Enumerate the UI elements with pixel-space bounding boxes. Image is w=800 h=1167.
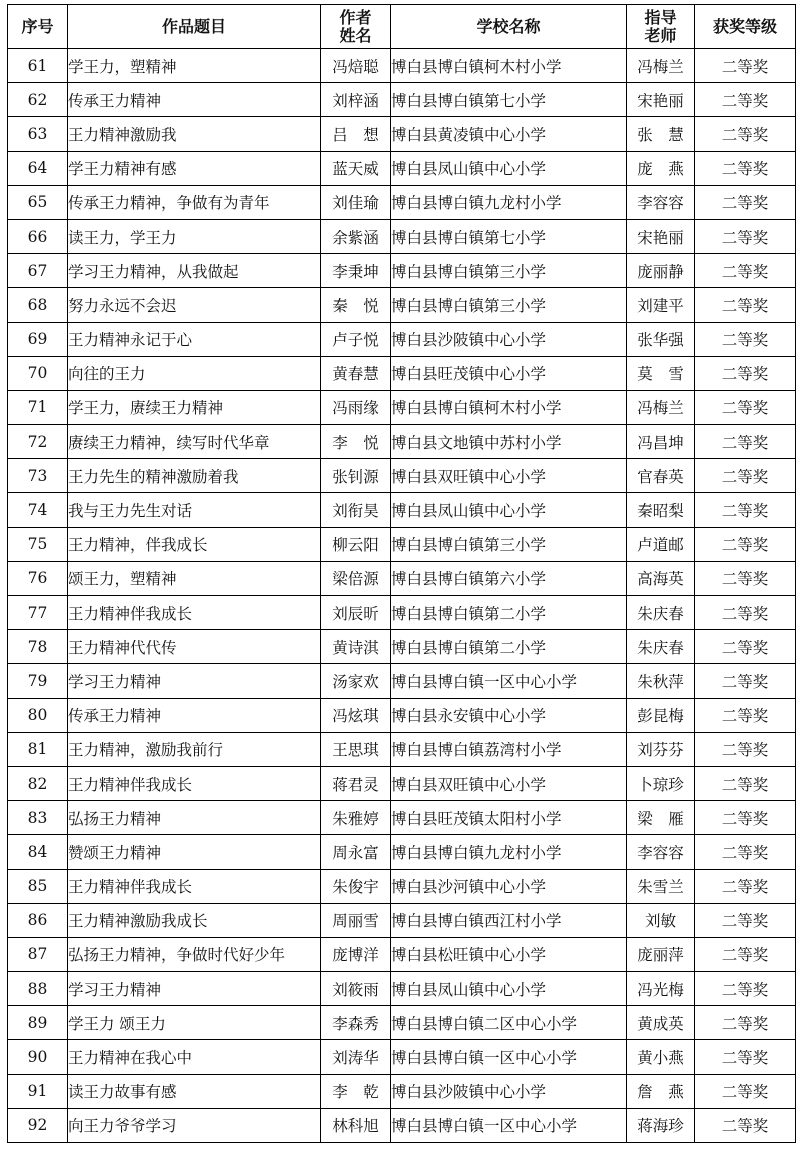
cell-school: 博白县双旺镇中心小学 — [391, 766, 627, 800]
cell-award: 二等奖 — [695, 835, 796, 869]
cell-teacher: 刘敏 — [627, 903, 695, 937]
cell-teacher: 庞 燕 — [627, 151, 695, 185]
cell-num: 64 — [8, 151, 68, 185]
cell-author: 张钊源 — [321, 459, 391, 493]
cell-school: 博白县博白镇第三小学 — [391, 288, 627, 322]
cell-title: 王力精神伴我成长 — [68, 596, 321, 630]
cell-num: 87 — [8, 937, 68, 971]
cell-school: 博白县旺茂镇太阳村小学 — [391, 801, 627, 835]
cell-num: 71 — [8, 390, 68, 424]
cell-school: 博白县博白镇一区中心小学 — [391, 1108, 627, 1142]
cell-school: 博白县凤山镇中心小学 — [391, 151, 627, 185]
cell-num: 89 — [8, 1006, 68, 1040]
cell-award: 二等奖 — [695, 801, 796, 835]
cell-school: 博白县博白镇一区中心小学 — [391, 664, 627, 698]
cell-num: 73 — [8, 459, 68, 493]
cell-school: 博白县双旺镇中心小学 — [391, 459, 627, 493]
cell-teacher: 冯梅兰 — [627, 390, 695, 424]
cell-title: 王力精神，激励我前行 — [68, 732, 321, 766]
cell-title: 王力精神伴我成长 — [68, 869, 321, 903]
cell-award: 二等奖 — [695, 288, 796, 322]
table-row — [8, 630, 796, 664]
cell-school: 博白县博白镇柯木村小学 — [391, 49, 627, 83]
header-num: 序号 — [8, 5, 68, 49]
cell-award: 二等奖 — [695, 972, 796, 1006]
cell-title: 向王力爷爷学习 — [68, 1108, 321, 1142]
cell-author: 蓝天威 — [321, 151, 391, 185]
cell-title: 向往的王力 — [68, 356, 321, 390]
table-row — [8, 835, 796, 869]
cell-num: 67 — [8, 254, 68, 288]
cell-title: 学习王力精神，从我做起 — [68, 254, 321, 288]
cell-school: 博白县凤山镇中心小学 — [391, 972, 627, 1006]
cell-num: 90 — [8, 1040, 68, 1074]
cell-school: 博白县博白镇一区中心小学 — [391, 1040, 627, 1074]
cell-title: 赞颂王力精神 — [68, 835, 321, 869]
cell-award: 二等奖 — [695, 117, 796, 151]
cell-num: 66 — [8, 219, 68, 253]
cell-author: 李秉坤 — [321, 254, 391, 288]
cell-num: 69 — [8, 322, 68, 356]
cell-award: 二等奖 — [695, 698, 796, 732]
cell-num: 61 — [8, 49, 68, 83]
cell-num: 83 — [8, 801, 68, 835]
cell-author: 刘辰昕 — [321, 596, 391, 630]
table-header-row — [8, 5, 796, 49]
cell-num: 72 — [8, 425, 68, 459]
cell-school: 博白县松旺镇中心小学 — [391, 937, 627, 971]
cell-teacher: 刘芬芬 — [627, 732, 695, 766]
cell-school: 博白县博白镇第二小学 — [391, 630, 627, 664]
cell-title: 弘扬王力精神，争做时代好少年 — [68, 937, 321, 971]
cell-num: 78 — [8, 630, 68, 664]
table-row — [8, 459, 796, 493]
cell-title: 传承王力精神，争做有为青年 — [68, 185, 321, 219]
cell-school: 博白县博白镇第六小学 — [391, 561, 627, 595]
table-row — [8, 801, 796, 835]
cell-award: 二等奖 — [695, 1074, 796, 1108]
table-row — [8, 732, 796, 766]
cell-title: 王力精神永记于心 — [68, 322, 321, 356]
cell-num: 63 — [8, 117, 68, 151]
cell-title: 学王力 颂王力 — [68, 1006, 321, 1040]
cell-title: 王力精神激励我成长 — [68, 903, 321, 937]
cell-award: 二等奖 — [695, 596, 796, 630]
cell-author: 周丽雪 — [321, 903, 391, 937]
cell-teacher: 李容容 — [627, 835, 695, 869]
cell-num: 77 — [8, 596, 68, 630]
cell-award: 二等奖 — [695, 459, 796, 493]
cell-title: 学王力精神有感 — [68, 151, 321, 185]
table-row — [8, 390, 796, 424]
cell-author: 刘佳瑜 — [321, 185, 391, 219]
cell-award: 二等奖 — [695, 903, 796, 937]
cell-author: 吕 想 — [321, 117, 391, 151]
table-row — [8, 1074, 796, 1108]
cell-school: 博白县博白镇第七小学 — [391, 83, 627, 117]
cell-award: 二等奖 — [695, 322, 796, 356]
cell-award: 二等奖 — [695, 49, 796, 83]
cell-award: 二等奖 — [695, 219, 796, 253]
cell-teacher: 卜琼珍 — [627, 766, 695, 800]
cell-award: 二等奖 — [695, 1040, 796, 1074]
cell-title: 王力先生的精神激励着我 — [68, 459, 321, 493]
table-row — [8, 972, 796, 1006]
cell-school: 博白县黄凌镇中心小学 — [391, 117, 627, 151]
table-row — [8, 322, 796, 356]
table-row — [8, 493, 796, 527]
cell-award: 二等奖 — [695, 1006, 796, 1040]
cell-title: 王力精神，伴我成长 — [68, 527, 321, 561]
cell-award: 二等奖 — [695, 664, 796, 698]
table-row — [8, 83, 796, 117]
cell-num: 81 — [8, 732, 68, 766]
header-school: 学校名称 — [391, 5, 627, 49]
cell-school: 博白县博白镇九龙村小学 — [391, 835, 627, 869]
cell-num: 84 — [8, 835, 68, 869]
cell-num: 88 — [8, 972, 68, 1006]
cell-teacher: 庞丽静 — [627, 254, 695, 288]
cell-teacher: 冯梅兰 — [627, 49, 695, 83]
header-teacher-line1: 指导 — [644, 7, 677, 27]
cell-title: 努力永远不会迟 — [68, 288, 321, 322]
cell-award: 二等奖 — [695, 254, 796, 288]
cell-author: 黄春慧 — [321, 356, 391, 390]
header-author-line1: 作者 — [339, 7, 372, 27]
cell-teacher: 朱庆春 — [627, 630, 695, 664]
cell-teacher: 秦昭梨 — [627, 493, 695, 527]
cell-author: 冯雨缘 — [321, 390, 391, 424]
cell-school: 博白县旺茂镇中心小学 — [391, 356, 627, 390]
cell-num: 74 — [8, 493, 68, 527]
cell-title: 学习王力精神 — [68, 972, 321, 1006]
cell-title: 王力精神代代传 — [68, 630, 321, 664]
cell-author: 柳云阳 — [321, 527, 391, 561]
cell-author: 李 乾 — [321, 1074, 391, 1108]
header-teacher-line2: 老师 — [644, 25, 677, 45]
cell-teacher: 彭昆梅 — [627, 698, 695, 732]
cell-num: 75 — [8, 527, 68, 561]
cell-award: 二等奖 — [695, 151, 796, 185]
cell-author: 冯炫琪 — [321, 698, 391, 732]
header-title: 作品题目 — [68, 5, 321, 49]
cell-author: 朱雅婷 — [321, 801, 391, 835]
cell-num: 86 — [8, 903, 68, 937]
cell-teacher: 朱庆春 — [627, 596, 695, 630]
cell-award: 二等奖 — [695, 937, 796, 971]
cell-teacher: 官春英 — [627, 459, 695, 493]
cell-award: 二等奖 — [695, 561, 796, 595]
cell-num: 70 — [8, 356, 68, 390]
cell-teacher: 庞丽萍 — [627, 937, 695, 971]
cell-award: 二等奖 — [695, 493, 796, 527]
table-row — [8, 1040, 796, 1074]
cell-author: 林科旭 — [321, 1108, 391, 1142]
table-row — [8, 596, 796, 630]
cell-teacher: 宋艳丽 — [627, 83, 695, 117]
cell-author: 刘衔昊 — [321, 493, 391, 527]
table-row — [8, 117, 796, 151]
cell-author: 刘筱雨 — [321, 972, 391, 1006]
cell-school: 博白县永安镇中心小学 — [391, 698, 627, 732]
cell-author: 余紫涵 — [321, 219, 391, 253]
cell-title: 学王力，赓续王力精神 — [68, 390, 321, 424]
cell-school: 博白县沙陂镇中心小学 — [391, 1074, 627, 1108]
cell-num: 92 — [8, 1108, 68, 1142]
table-row — [8, 766, 796, 800]
cell-author: 汤家欢 — [321, 664, 391, 698]
cell-author: 卢子悦 — [321, 322, 391, 356]
cell-author: 李 悦 — [321, 425, 391, 459]
cell-award: 二等奖 — [695, 83, 796, 117]
cell-author: 冯焙聪 — [321, 49, 391, 83]
table-row — [8, 288, 796, 322]
cell-school: 博白县博白镇二区中心小学 — [391, 1006, 627, 1040]
cell-teacher: 黄小燕 — [627, 1040, 695, 1074]
cell-title: 王力精神伴我成长 — [68, 766, 321, 800]
cell-award: 二等奖 — [695, 185, 796, 219]
cell-school: 博白县博白镇第七小学 — [391, 219, 627, 253]
cell-title: 我与王力先生对话 — [68, 493, 321, 527]
cell-num: 65 — [8, 185, 68, 219]
cell-award: 二等奖 — [695, 527, 796, 561]
header-author — [321, 5, 391, 49]
cell-author: 李森秀 — [321, 1006, 391, 1040]
header-author-line2: 姓名 — [339, 25, 372, 45]
cell-author: 庞博洋 — [321, 937, 391, 971]
table-row — [8, 869, 796, 903]
cell-school: 博白县博白镇九龙村小学 — [391, 185, 627, 219]
cell-title: 学王力，塑精神 — [68, 49, 321, 83]
cell-teacher: 高海英 — [627, 561, 695, 595]
cell-num: 68 — [8, 288, 68, 322]
cell-author: 刘梓涵 — [321, 83, 391, 117]
cell-school: 博白县沙陂镇中心小学 — [391, 322, 627, 356]
cell-teacher: 张华强 — [627, 322, 695, 356]
cell-title: 传承王力精神 — [68, 698, 321, 732]
cell-num: 62 — [8, 83, 68, 117]
cell-author: 秦 悦 — [321, 288, 391, 322]
cell-num: 91 — [8, 1074, 68, 1108]
cell-teacher: 詹 燕 — [627, 1074, 695, 1108]
cell-title: 王力精神在我心中 — [68, 1040, 321, 1074]
cell-teacher: 莫 雪 — [627, 356, 695, 390]
cell-title: 赓续王力精神，续写时代华章 — [68, 425, 321, 459]
cell-title: 读王力故事有感 — [68, 1074, 321, 1108]
cell-num: 80 — [8, 698, 68, 732]
cell-teacher: 朱雪兰 — [627, 869, 695, 903]
cell-teacher: 蒋海珍 — [627, 1108, 695, 1142]
table-row — [8, 1108, 796, 1142]
cell-award: 二等奖 — [695, 356, 796, 390]
cell-award: 二等奖 — [695, 630, 796, 664]
table-row — [8, 185, 796, 219]
cell-title: 传承王力精神 — [68, 83, 321, 117]
table-row — [8, 356, 796, 390]
cell-num: 76 — [8, 561, 68, 595]
cell-title: 颂王力，塑精神 — [68, 561, 321, 595]
table-row — [8, 151, 796, 185]
cell-title: 弘扬王力精神 — [68, 801, 321, 835]
cell-title: 王力精神激励我 — [68, 117, 321, 151]
cell-teacher: 冯昌坤 — [627, 425, 695, 459]
cell-award: 二等奖 — [695, 425, 796, 459]
cell-author: 梁倍源 — [321, 561, 391, 595]
table-row — [8, 937, 796, 971]
cell-award: 二等奖 — [695, 766, 796, 800]
table-row — [8, 49, 796, 83]
table-row — [8, 903, 796, 937]
cell-teacher: 李容容 — [627, 185, 695, 219]
header-teacher — [627, 5, 695, 49]
cell-num: 79 — [8, 664, 68, 698]
table-row — [8, 1006, 796, 1040]
cell-school: 博白县博白镇荔湾村小学 — [391, 732, 627, 766]
cell-school: 博白县凤山镇中心小学 — [391, 493, 627, 527]
cell-teacher: 刘建平 — [627, 288, 695, 322]
cell-teacher: 梁 雁 — [627, 801, 695, 835]
cell-teacher: 卢道邮 — [627, 527, 695, 561]
table-row — [8, 527, 796, 561]
table-row — [8, 219, 796, 253]
cell-author: 黄诗淇 — [321, 630, 391, 664]
cell-num: 82 — [8, 766, 68, 800]
cell-author: 周永富 — [321, 835, 391, 869]
cell-teacher: 冯光梅 — [627, 972, 695, 1006]
cell-author: 蒋君灵 — [321, 766, 391, 800]
cell-award: 二等奖 — [695, 1108, 796, 1142]
cell-author: 刘涛华 — [321, 1040, 391, 1074]
cell-school: 博白县博白镇西江村小学 — [391, 903, 627, 937]
award-list-table — [7, 4, 796, 1143]
cell-author: 王思琪 — [321, 732, 391, 766]
cell-teacher: 宋艳丽 — [627, 219, 695, 253]
cell-school: 博白县博白镇柯木村小学 — [391, 390, 627, 424]
cell-author: 朱俊宇 — [321, 869, 391, 903]
cell-school: 博白县文地镇中苏村小学 — [391, 425, 627, 459]
cell-school: 博白县博白镇第三小学 — [391, 527, 627, 561]
cell-teacher: 朱秋萍 — [627, 664, 695, 698]
cell-teacher: 黄成英 — [627, 1006, 695, 1040]
cell-title: 学习王力精神 — [68, 664, 321, 698]
cell-title: 读王力，学王力 — [68, 219, 321, 253]
table-row — [8, 254, 796, 288]
cell-award: 二等奖 — [695, 732, 796, 766]
cell-school: 博白县沙河镇中心小学 — [391, 869, 627, 903]
header-award: 获奖等级 — [695, 5, 796, 49]
cell-award: 二等奖 — [695, 390, 796, 424]
table-row — [8, 561, 796, 595]
table-row — [8, 425, 796, 459]
table-body — [8, 49, 796, 1143]
table-row — [8, 664, 796, 698]
cell-school: 博白县博白镇第三小学 — [391, 254, 627, 288]
cell-teacher: 张 慧 — [627, 117, 695, 151]
table-row — [8, 698, 796, 732]
cell-school: 博白县博白镇第二小学 — [391, 596, 627, 630]
cell-num: 85 — [8, 869, 68, 903]
cell-award: 二等奖 — [695, 869, 796, 903]
